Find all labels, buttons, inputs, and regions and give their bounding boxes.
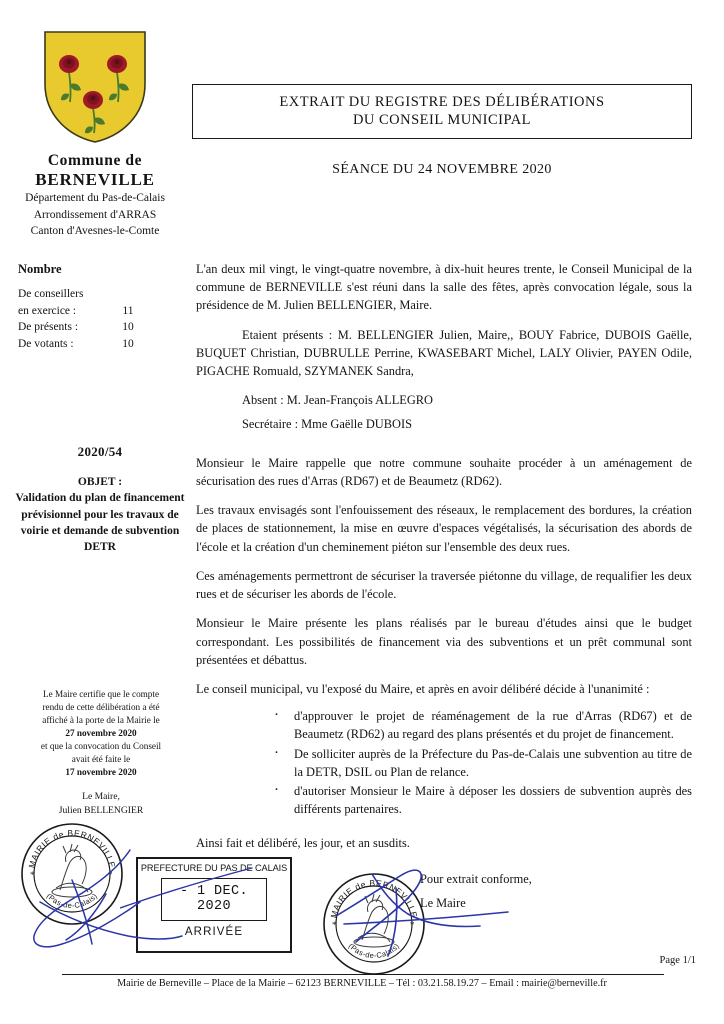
certification-block	[14, 688, 188, 817]
closing-statement: Ainsi fait et délibéré, les jour, et an susdits.	[196, 836, 410, 850]
paragraph-context: Monsieur le Maire rappelle que notre commune souhaite procéder à un aménagement de sécurisation des rues d'Arras (RD67) et de Beaumetz (RD62).	[196, 455, 692, 488]
prefecture-arrival-stamp	[136, 857, 292, 953]
svg-text:MAIRIE de BERNEVILLE: MAIRIE de BERNEVILLE	[26, 827, 118, 869]
attendance-row	[18, 319, 190, 336]
prefecture-stamp-status: ARRIVÉE	[184, 926, 244, 938]
attendance-value: 10	[122, 321, 134, 334]
deliberation-reference: 2020/54	[77, 444, 123, 459]
certified-copy-label: Pour extrait conforme,	[420, 872, 532, 886]
subject-label: OBJET :	[77, 476, 123, 488]
paragraph-decision: Le conseil municipal, vu l'exposé du Maire, et après en avoir délibéré décide à l'unanimité :	[196, 681, 650, 696]
certification-line: rendu de cette délibération a été	[42, 702, 160, 713]
commune-arrondissement: Arrondissement d'ARRAS	[33, 208, 157, 221]
mayor-title: Le Maire,	[82, 791, 120, 803]
certified-copy-block	[420, 868, 532, 915]
attendance-value	[110, 286, 146, 303]
session-date: SÉANCE DU 24 NOVEMBRE 2020	[332, 162, 552, 177]
svg-text:MAIRIE de BERNEVILLE: MAIRIE de BERNEVILLE	[328, 877, 420, 919]
mayor-name: Julien BELLENGIER	[58, 804, 144, 816]
footer-contact: Mairie de Berneville – Place de la Mairie – 62123 BERNEVILLE – Tél : 03.21.58.19.27 – Email : mairie@berneville.fr	[117, 978, 607, 989]
page-number: Page 1/1	[659, 955, 696, 966]
svg-text:*: *	[410, 920, 415, 930]
commune-canton: Canton d'Avesnes-le-Comte	[30, 225, 160, 238]
attendance-row	[18, 336, 190, 353]
subject-text: Validation du plan de financement prévisionnel pour les travaux de voirie et demande de subvention DETR	[15, 492, 185, 554]
paragraph-works: Les travaux envisagés sont l'enfouissement des réseaux, le remplacement des bordures, la création de places de stationnement, la mise en œuvre d'espaces végétalisés, la sécurisation des abords de l'école et la création d'un cheminement piéton sur l'ensemble des deux rues.	[196, 503, 692, 554]
certification-line: et que la convocation du Conseil	[40, 741, 162, 752]
secretary: Secrétaire : Mme Gaëlle DUBOIS	[242, 417, 412, 432]
attendance-label: De présents :	[18, 321, 79, 334]
posting-date: 27 novembre 2020	[65, 728, 137, 739]
mairie-seal-icon	[20, 822, 124, 926]
svg-text:*: *	[108, 870, 113, 880]
document-title-line-1: EXTRAIT DU REGISTRE DES DÉLIBÉRATIONS	[279, 94, 605, 110]
commune-departement: Département du Pas-de-Calais	[25, 192, 165, 205]
mayor-signature-label: Le Maire	[420, 895, 466, 910]
commune-coat-of-arms	[35, 28, 155, 146]
attendance-row	[18, 286, 190, 303]
opening-paragraph: L'an deux mil vingt, le vingt-quatre novembre, à dix-huit heures trente, le Conseil Municipal de la commune de BERNEVILLE s'est réuni dans la salle des fêtes, après convocation légale, sous la présidence de M. Julien BELLENGIER, Maire.	[196, 262, 692, 313]
svg-text:*: *	[30, 870, 35, 880]
attendance-row	[18, 303, 190, 320]
deliberation-body	[196, 260, 692, 829]
list-item: · De solliciter auprès de la Préfecture du Pas-de-Calais une subvention au titre de la DETR, DSIL ou Plan de relance.	[272, 745, 692, 781]
commune-label: Commune de	[47, 152, 143, 169]
attendance-value: 10	[122, 338, 134, 351]
prefecture-stamp-date: - 1 DEC. 2020	[161, 878, 267, 921]
mairie-seal-icon	[322, 872, 426, 976]
coat-of-arms-icon	[35, 28, 155, 146]
certification-line: affiché à la porte de la Mairie le	[42, 715, 160, 726]
prefecture-stamp-title: PREFECTURE DU PAS DE CALAIS	[140, 863, 288, 873]
attendance-counts	[18, 262, 190, 353]
present-members: Etaient présents : M. BELLENGIER Julien, Maire,, BOUY Fabrice, DUBOIS Gaëlle, BUQUET Christian, DUBRULLE Perrine, KWASEBART Michel, LALY Olivier, PAYEN Odile, PIGACHE Romuald, SZYMANEK Sandra,	[196, 327, 692, 379]
document-title-line-2: DU CONSEIL MUNICIPAL	[352, 112, 532, 129]
subject-block	[10, 444, 190, 556]
paragraph-benefits: Ces aménagements permettront de sécuriser la traversée piétonne du village, de requalifier les deux rues et de sécuriser les abords de l'école.	[196, 568, 692, 602]
attendance-title: Nombre	[18, 262, 62, 276]
svg-text:*: *	[332, 920, 337, 930]
certification-line: Le Maire certifie que le compte	[42, 689, 160, 699]
footer-divider	[62, 974, 664, 975]
attendance-label: en exercice :	[18, 304, 77, 317]
certification-line: avait été faite le	[71, 754, 131, 765]
document-title-box	[192, 84, 692, 139]
commune-name: BERNEVILLE	[35, 169, 155, 189]
svg-text:(Pas-de-Calais): (Pas-de-Calais)	[346, 941, 402, 961]
convocation-date: 17 novembre 2020	[65, 767, 137, 778]
list-item: · d'approuver le projet de réaménagement de la rue d'Arras (RD67) et de Beaumetz (RD62) au regard des plans présentés et du projet de financement.	[272, 707, 692, 743]
list-item: · d'autoriser Monsieur le Maire à déposer les dossiers de subvention auprès des différents partenaires.	[272, 782, 692, 818]
attendance-label: De conseillers	[18, 288, 84, 300]
paragraph-financing: Monsieur le Maire présente les plans réalisés par le bureau d'études ainsi que le budget correspondant. Les possibilités de financement via des subventions et un prêt communal sont présentées et débattus.	[196, 616, 692, 667]
attendance-label: De votants :	[18, 338, 74, 351]
svg-text:(Pas-de-Calais): (Pas-de-Calais)	[44, 891, 100, 911]
absent-member: Absent : M. Jean-François ALLEGRO	[242, 393, 433, 408]
resolution-list	[196, 707, 692, 818]
attendance-value: 11	[122, 304, 134, 317]
left-column	[0, 28, 190, 240]
